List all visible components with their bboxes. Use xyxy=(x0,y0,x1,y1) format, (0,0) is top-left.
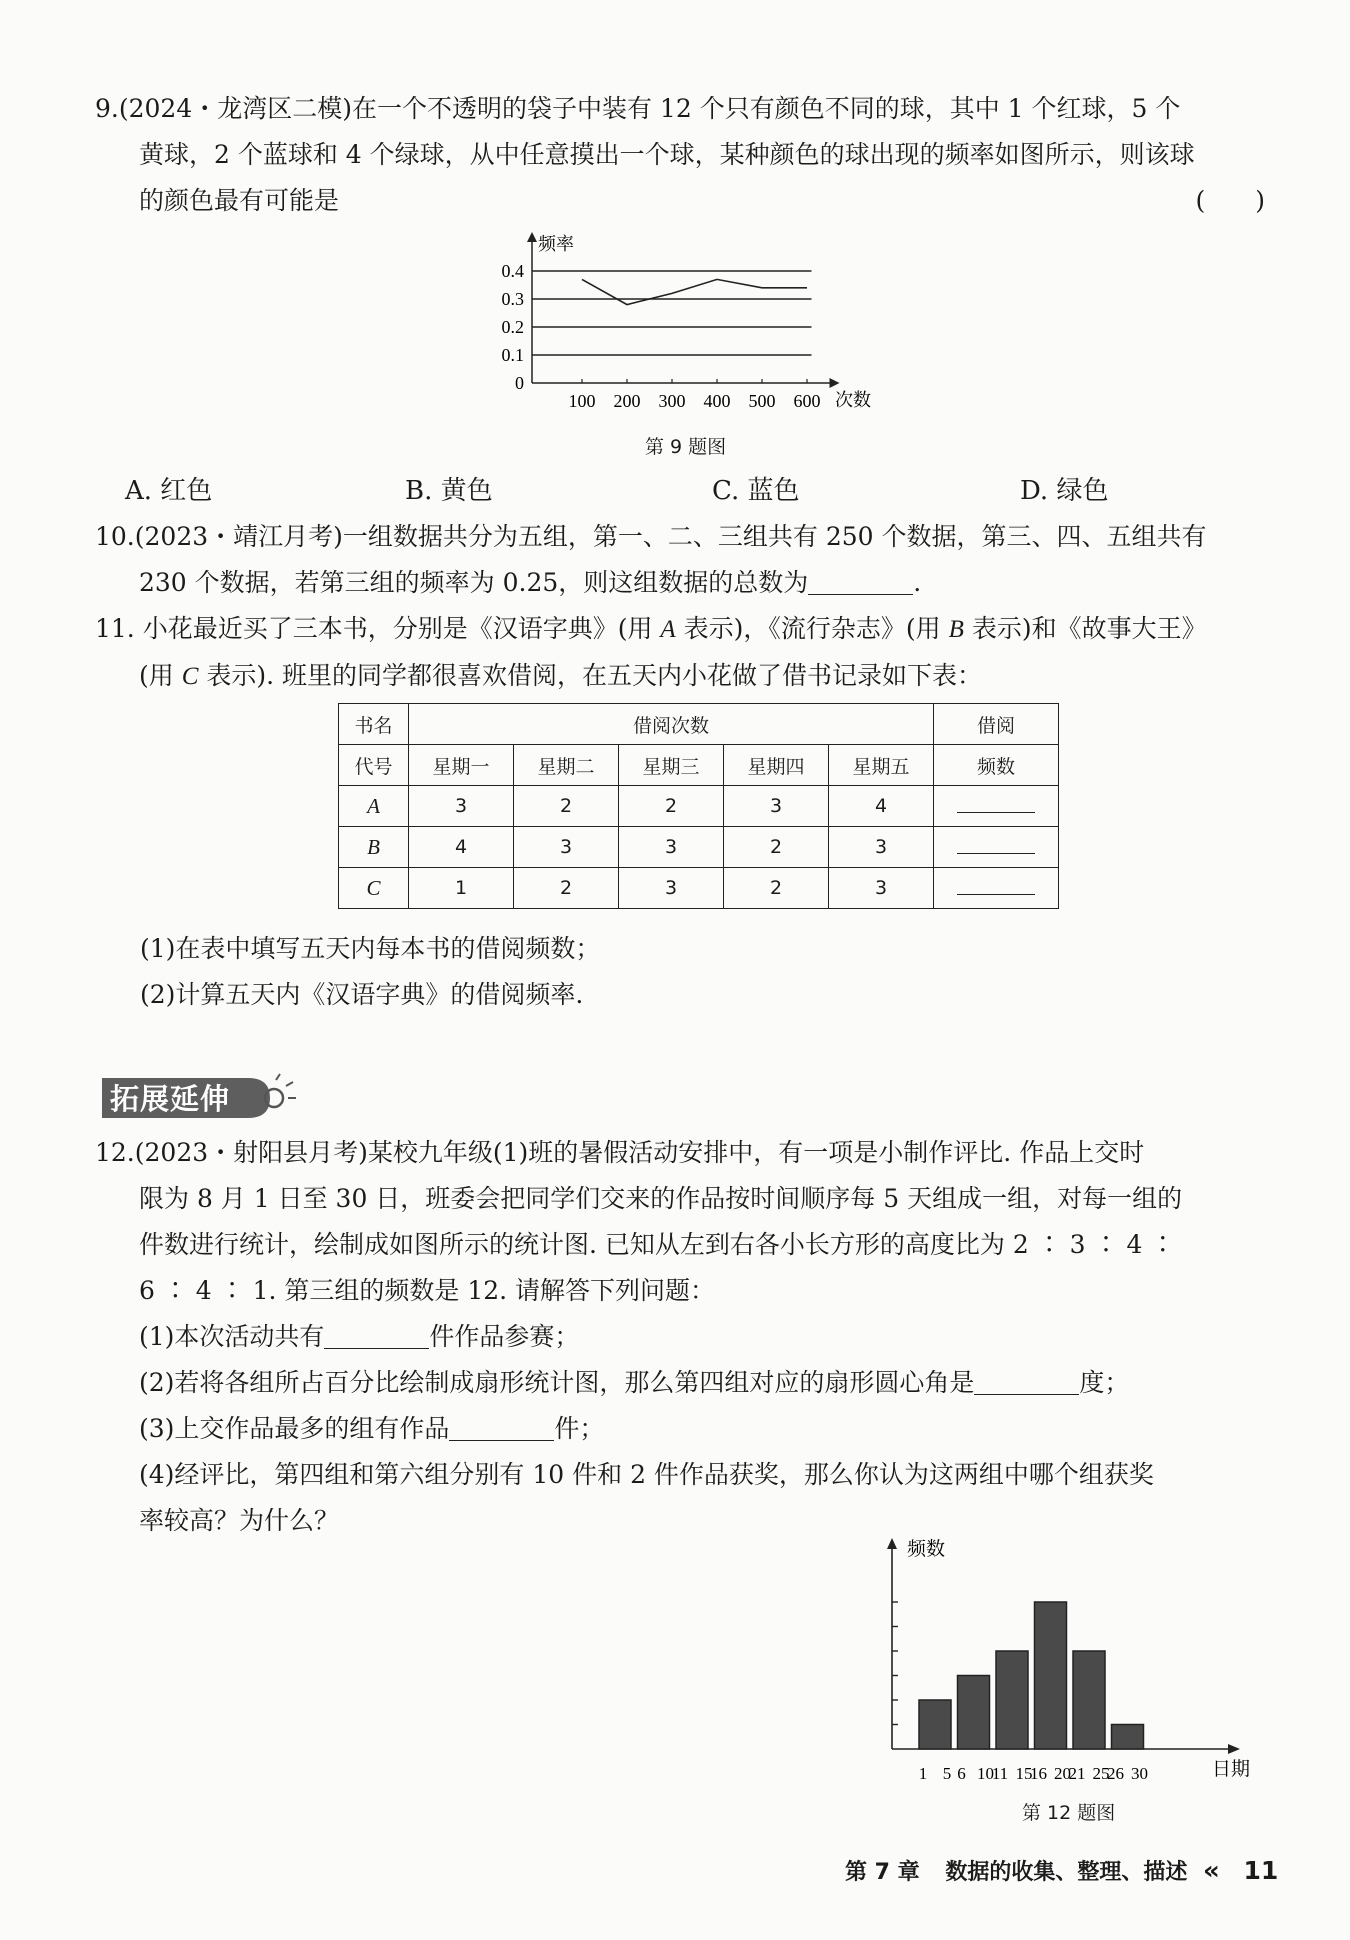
header-day: 星期一 xyxy=(409,745,514,786)
table-cell: 3 xyxy=(829,827,934,868)
q11-line1-part1: 11. 小花最近买了三本书，分别是《汉语字典》(用 xyxy=(95,614,661,643)
q11-sub1: (1)在表中填写五天内每本书的借阅频数； xyxy=(140,934,601,963)
q12-line4: 6 ∶ 4 ∶ 1. 第三组的频数是 12. 请解答下列问题： xyxy=(139,1276,716,1305)
q9-y-tick-label: 0.4 xyxy=(501,261,524,281)
table-cell: 4 xyxy=(829,786,934,827)
section-banner xyxy=(98,1070,288,1122)
q12-x-tick-label: 15 xyxy=(1015,1764,1033,1780)
q12-histogram xyxy=(880,1535,1260,1780)
table-cell: 2 xyxy=(514,786,619,827)
q9-y-tick-label: 0.2 xyxy=(501,317,524,337)
q9-line1: 9.(2024・龙湾区二模)在一个不透明的袋子中装有 12 个只有颜色不同的球，其中 1 个红球，5 个 xyxy=(95,94,1181,123)
table-cell: 3 xyxy=(724,786,829,827)
q12-x-axis-label: 日期 xyxy=(1212,1758,1251,1780)
freq-blank-cell[interactable] xyxy=(934,868,1059,909)
q12-x-tick-label: 25 xyxy=(1092,1764,1110,1780)
q12-caption: 第 12 题图 xyxy=(1022,1802,1116,1824)
q9-y-axis-label: 频率 xyxy=(538,234,574,255)
q11-line2-part2: 表示). 班里的同学都很喜欢借阅，在五天内小花做了借书记录如下表： xyxy=(198,661,982,690)
question-11 xyxy=(95,606,1265,700)
table-cell: 2 xyxy=(724,827,829,868)
q12-line2: 限为 8 月 1 日至 30 日，班委会把同学们交来的作品按时间顺序每 5 天组成一组，对每一组的 xyxy=(139,1184,1183,1213)
q9-y-tick-label: 0.1 xyxy=(501,345,524,365)
table-cell: 3 xyxy=(619,827,724,868)
q10-line2 xyxy=(95,560,1265,606)
q12-x-arrow-icon xyxy=(1228,1744,1240,1754)
q12-sub3-end: 件； xyxy=(554,1414,605,1443)
q12-sub4: (4)经评比，第四组和第六组分别有 10 件和 2 件作品获奖，那么你认为这两组中哪个组获奖 xyxy=(139,1460,1154,1489)
q11-subquestions xyxy=(140,926,1240,1018)
table-row xyxy=(339,868,1059,909)
q12-sub3-blank[interactable] xyxy=(449,1414,554,1441)
q9-line2: 黄球，2 个蓝球和 4 个绿球，从中任意摸出一个球，某种颜色的球出现的频率如图所示，则该球 xyxy=(139,140,1195,169)
q9-x-tick-label: 300 xyxy=(658,391,686,411)
q12-sub2-text: (2)若将各组所占百分比绘制成扇形统计图，那么第四组对应的扇形圆心角是 xyxy=(139,1368,975,1397)
q11-line2-part1: (用 xyxy=(139,661,182,690)
table-row xyxy=(339,827,1059,868)
q9-x-tick-label: 100 xyxy=(568,391,596,411)
q9-option-d[interactable]: D. 绿色 xyxy=(1020,476,1109,506)
q11-sub2: (2)计算五天内《汉语字典》的借阅频率. xyxy=(140,980,584,1009)
table-row xyxy=(339,786,1059,827)
page-footer xyxy=(845,1855,1278,1886)
header-freq: 借阅 xyxy=(934,704,1059,745)
footer-arrows-icon: « xyxy=(1203,1856,1220,1886)
q12-sub4-cont: 率较高？为什么？ xyxy=(139,1506,340,1535)
q12-sub1 xyxy=(95,1314,1265,1360)
row-code: B xyxy=(339,827,409,868)
table-cell: 2 xyxy=(619,786,724,827)
q12-bar xyxy=(919,1700,951,1749)
question-10 xyxy=(95,514,1265,606)
question-9 xyxy=(95,86,1265,224)
q12-x-tick-label: 1 xyxy=(918,1764,928,1780)
table-header-row xyxy=(339,704,1059,745)
freq-blank-cell[interactable] xyxy=(934,827,1059,868)
header-day: 星期五 xyxy=(829,745,934,786)
q9-x-tick-label: 400 xyxy=(703,391,731,411)
freq-blank-c[interactable] xyxy=(957,876,1035,895)
q9-x-tick-label: 500 xyxy=(748,391,776,411)
header-day: 星期三 xyxy=(619,745,724,786)
q12-bar xyxy=(1112,1725,1144,1750)
q9-x-arrow-icon xyxy=(830,378,840,388)
q11-var-a: A xyxy=(660,616,676,643)
header-borrow-count: 借阅次数 xyxy=(409,704,934,745)
header-book: 书名 xyxy=(339,704,409,745)
freq-blank-cell[interactable] xyxy=(934,786,1059,827)
q12-x-tick-label: 6 xyxy=(957,1764,966,1780)
q9-line3-text: 的颜色最有可能是 xyxy=(139,186,340,215)
q12-sub1-text: (1)本次活动共有 xyxy=(139,1322,325,1351)
q9-line-chart xyxy=(480,228,880,418)
q9-y-tick-label: 0 xyxy=(515,373,524,393)
q9-option-b[interactable]: B. 黄色 xyxy=(405,476,493,506)
q11-var-b: B xyxy=(948,616,964,643)
q12-sub2-blank[interactable] xyxy=(974,1368,1079,1395)
footer-chapter: 第 7 章 xyxy=(845,1860,920,1885)
q9-x-tick-label: 600 xyxy=(793,391,821,411)
q12-line1: 12.(2023・射阳县月考)某校九年级(1)班的暑假活动安排中，有一项是小制作评比. 作品上交时 xyxy=(95,1138,1145,1167)
q12-sub1-end: 件作品参赛； xyxy=(429,1322,580,1351)
table-cell: 4 xyxy=(409,827,514,868)
q12-x-tick-label: 11 xyxy=(991,1764,1009,1780)
borrow-record-table xyxy=(338,703,1059,909)
table-cell: 2 xyxy=(724,868,829,909)
q12-x-tick-label: 21 xyxy=(1068,1764,1086,1780)
q12-bar xyxy=(1073,1651,1105,1749)
q11-line2 xyxy=(95,653,1265,700)
footer-page-number: 11 xyxy=(1243,1856,1279,1885)
q12-bar xyxy=(1035,1602,1067,1749)
q11-line1 xyxy=(95,606,1265,653)
table-cell: 2 xyxy=(514,868,619,909)
freq-blank-b[interactable] xyxy=(957,835,1035,854)
header-day: 星期二 xyxy=(514,745,619,786)
q12-x-tick-label: 16 xyxy=(1030,1764,1047,1780)
q9-option-c[interactable]: C. 蓝色 xyxy=(712,476,800,506)
q11-line1-part3: 表示)和《故事大王》 xyxy=(963,614,1207,643)
q9-caption: 第 9 题图 xyxy=(645,436,727,458)
row-code: A xyxy=(339,786,409,827)
q9-x-axis-label: 次数 xyxy=(835,390,871,411)
q9-x-tick-label: 200 xyxy=(613,391,641,411)
row-code: C xyxy=(339,868,409,909)
q12-line3: 件数进行统计，绘制成如图所示的统计图. 已知从左到右各小长方形的高度比为 2 ∶ 3 ∶ 4 ∶ xyxy=(139,1230,1176,1259)
table-subheader-row xyxy=(339,745,1059,786)
question-12 xyxy=(95,1130,1265,1544)
footer-title: 数据的收集、整理、描述 xyxy=(945,1860,1188,1885)
q12-bar xyxy=(958,1676,990,1750)
q12-x-tick-label: 26 xyxy=(1107,1764,1124,1780)
table-cell: 1 xyxy=(409,868,514,909)
header-code: 代号 xyxy=(339,745,409,786)
q12-x-tick-label: 10 xyxy=(977,1764,994,1780)
q9-line3 xyxy=(95,178,1265,224)
q12-bar xyxy=(996,1651,1028,1749)
table-cell: 3 xyxy=(514,827,619,868)
q12-x-tick-label: 20 xyxy=(1054,1764,1071,1780)
header-freq-2: 频数 xyxy=(934,745,1059,786)
q10-line2-end: . xyxy=(913,568,922,597)
q12-y-axis-label: 频数 xyxy=(907,1538,946,1560)
q12-sub1-blank[interactable] xyxy=(324,1322,429,1349)
q10-line1: 10.(2023・靖江月考)一组数据共分为五组，第一、二、三组共有 250 个数据，第三、四、五组共有 xyxy=(95,522,1207,551)
q12-x-tick-label: 30 xyxy=(1131,1764,1148,1780)
q12-y-arrow-icon xyxy=(887,1538,897,1549)
q9-answer-paren: ( ) xyxy=(1195,186,1265,215)
table-cell: 3 xyxy=(409,786,514,827)
header-day: 星期四 xyxy=(724,745,829,786)
q10-line2-text: 230 个数据，若第三组的频率为 0.25，则这组数据的总数为 xyxy=(139,568,809,597)
q9-option-a[interactable]: A. 红色 xyxy=(125,476,213,506)
table-cell: 3 xyxy=(829,868,934,909)
q12-sub3 xyxy=(95,1406,1265,1452)
q12-sub2 xyxy=(95,1360,1265,1406)
freq-blank-a[interactable] xyxy=(957,794,1035,813)
q11-line1-part2: 表示)，《流行杂志》(用 xyxy=(675,614,949,643)
q9-frequency-line xyxy=(582,279,807,304)
q12-x-tick-label: 5 xyxy=(942,1764,952,1780)
q9-y-arrow-icon xyxy=(527,232,537,242)
q11-var-c: C xyxy=(181,663,199,690)
q10-answer-blank[interactable] xyxy=(808,568,913,595)
q12-sub2-end: 度； xyxy=(1079,1368,1130,1397)
q9-y-tick-label: 0.3 xyxy=(501,289,524,309)
section-title: 拓展延伸 xyxy=(110,1082,231,1116)
q12-sub3-text: (3)上交作品最多的组有作品 xyxy=(139,1414,450,1443)
table-cell: 3 xyxy=(619,868,724,909)
